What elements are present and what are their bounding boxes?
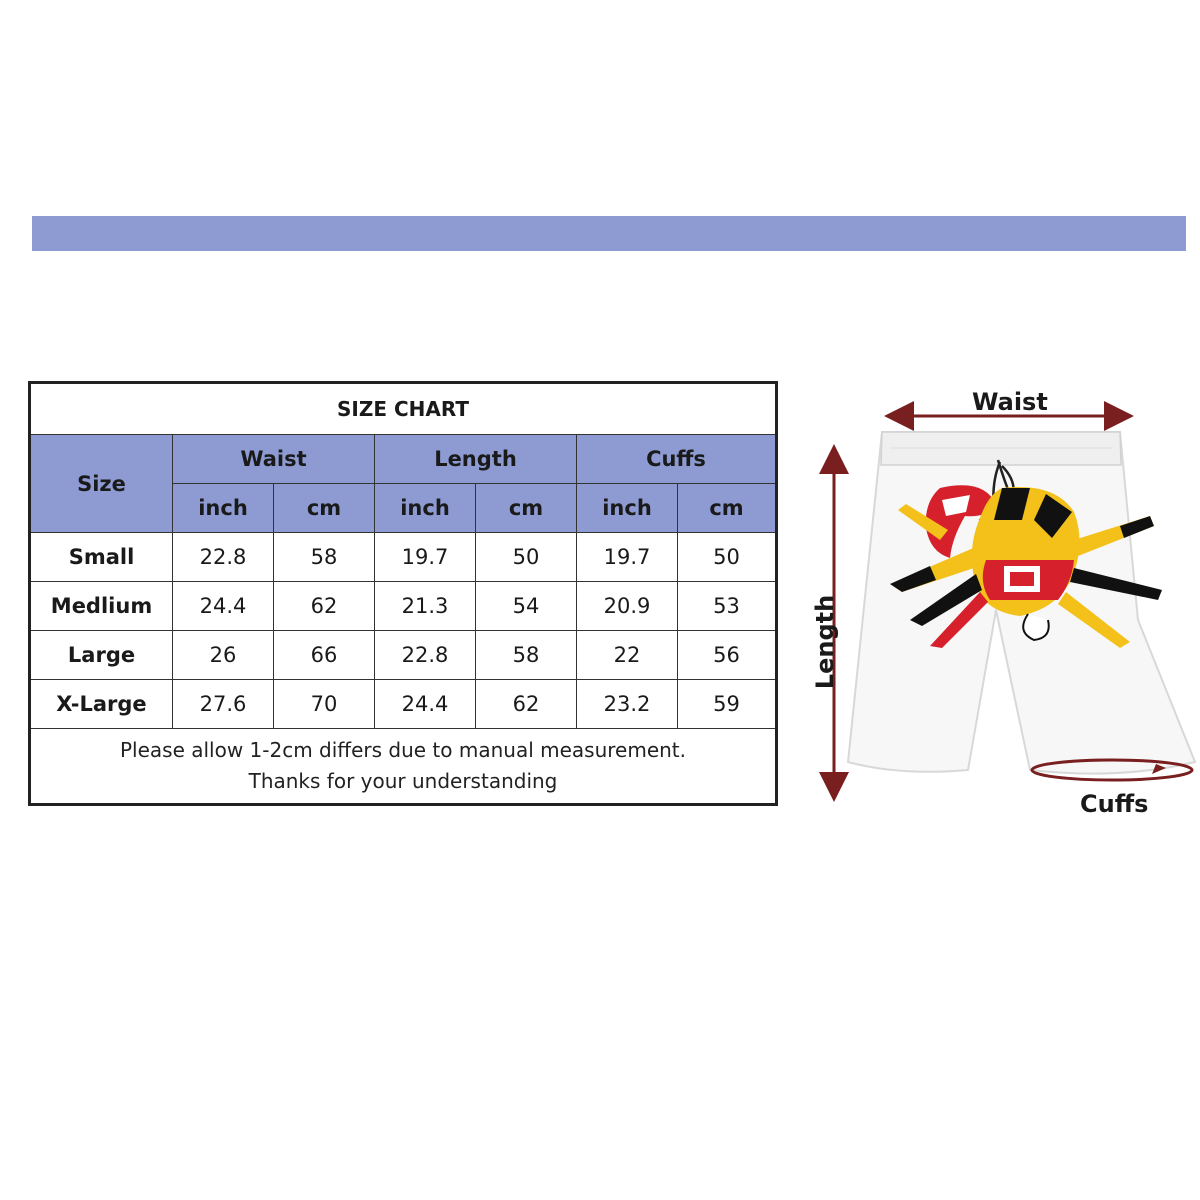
unit-header: inch bbox=[173, 484, 274, 533]
table-row bbox=[30, 631, 777, 680]
table-title-row bbox=[30, 383, 777, 435]
table-cell: 66 bbox=[274, 631, 375, 680]
size-label: Small bbox=[30, 533, 173, 582]
table-cell: 70 bbox=[274, 680, 375, 729]
table-cell: 50 bbox=[678, 533, 777, 582]
table-cell: 53 bbox=[678, 582, 777, 631]
length-group-header: Length bbox=[375, 435, 577, 484]
unit-header: cm bbox=[274, 484, 375, 533]
note-line: Please allow 1-2cm differs due to manual measurement. bbox=[119, 738, 687, 762]
table-title: SIZE CHART bbox=[30, 383, 777, 435]
table-cell: 19.7 bbox=[375, 533, 476, 582]
shorts-measurement-diagram bbox=[790, 370, 1200, 840]
size-column-header: Size bbox=[30, 435, 173, 533]
cuffs-group-header: Cuffs bbox=[577, 435, 777, 484]
table-cell: 21.3 bbox=[375, 582, 476, 631]
group-header-row bbox=[30, 435, 777, 484]
table-row bbox=[30, 533, 777, 582]
table-cell: 20.9 bbox=[577, 582, 678, 631]
table-cell: 59 bbox=[678, 680, 777, 729]
unit-header: inch bbox=[577, 484, 678, 533]
table-cell: 54 bbox=[476, 582, 577, 631]
table-cell: 56 bbox=[678, 631, 777, 680]
waist-label: Waist bbox=[972, 388, 1048, 416]
table-cell: 22 bbox=[577, 631, 678, 680]
table-cell: 19.7 bbox=[577, 533, 678, 582]
table-cell: 26 bbox=[173, 631, 274, 680]
table-cell: 24.4 bbox=[173, 582, 274, 631]
unit-header: cm bbox=[678, 484, 777, 533]
unit-header: inch bbox=[375, 484, 476, 533]
note-row bbox=[30, 729, 777, 805]
table-cell: 58 bbox=[274, 533, 375, 582]
waist-group-header: Waist bbox=[173, 435, 375, 484]
header-band bbox=[32, 216, 1186, 251]
size-label: X-Large bbox=[30, 680, 173, 729]
unit-header: cm bbox=[476, 484, 577, 533]
table-row bbox=[30, 680, 777, 729]
length-label: Length bbox=[811, 594, 840, 690]
size-label: Large bbox=[30, 631, 173, 680]
table-cell: 24.4 bbox=[375, 680, 476, 729]
table-cell: 27.6 bbox=[173, 680, 274, 729]
table-cell: 50 bbox=[476, 533, 577, 582]
table-cell: 58 bbox=[476, 631, 577, 680]
table-cell: 62 bbox=[476, 680, 577, 729]
measurement-note bbox=[30, 729, 777, 805]
size-chart-table bbox=[28, 381, 778, 806]
table-cell: 62 bbox=[274, 582, 375, 631]
note-line: Thanks for your understanding bbox=[248, 769, 558, 793]
table-cell: 22.8 bbox=[375, 631, 476, 680]
table-row bbox=[30, 582, 777, 631]
table-cell: 22.8 bbox=[173, 533, 274, 582]
cuffs-label: Cuffs bbox=[1080, 790, 1149, 818]
shorts-illustration bbox=[790, 370, 1200, 840]
size-label: Medlium bbox=[30, 582, 173, 631]
table-cell: 23.2 bbox=[577, 680, 678, 729]
